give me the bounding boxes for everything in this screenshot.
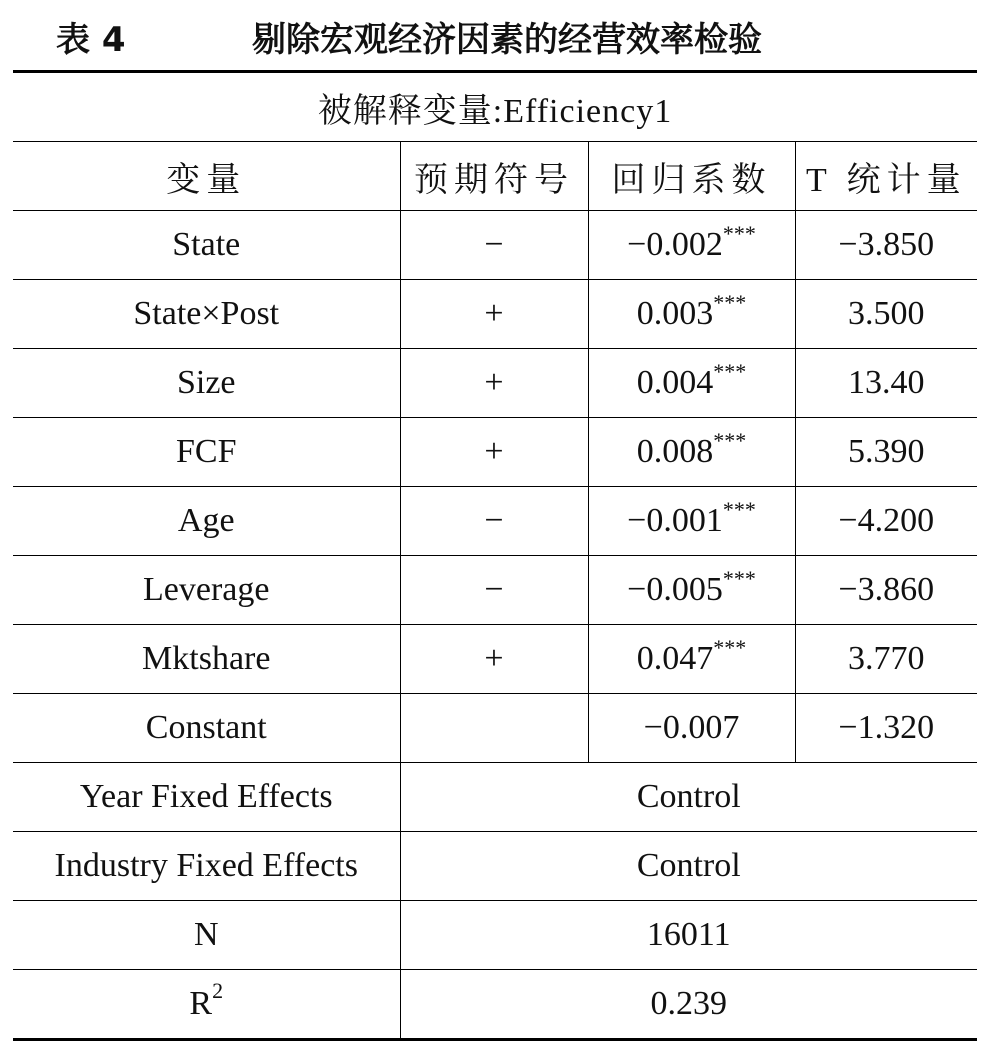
coefficient-value: 0.004: [636, 364, 714, 401]
coefficient-value: 0.008: [636, 433, 714, 470]
table-row: [13, 418, 977, 487]
significance-stars: ***: [722, 221, 756, 246]
significance-stars: ***: [713, 635, 747, 660]
coefficient-value: 0.003: [636, 295, 714, 332]
sign-cell: +: [400, 418, 588, 487]
coefficient-cell: [588, 211, 795, 280]
regression-table: [13, 70, 977, 1041]
t-statistic-cell: −1.320: [795, 694, 977, 763]
coefficient-value: −0.007: [643, 709, 740, 746]
summary-value: Control: [400, 763, 977, 832]
variable-cell: Age: [13, 487, 400, 556]
t-statistic-cell: −4.200: [795, 487, 977, 556]
coefficient-cell: [588, 556, 795, 625]
header-row: [13, 142, 977, 211]
variable-cell: FCF: [13, 418, 400, 487]
variable-cell: Leverage: [13, 556, 400, 625]
coefficient-value: −0.005: [627, 571, 723, 608]
variable-cell: Mktshare: [13, 625, 400, 694]
coefficient-cell: [588, 418, 795, 487]
coefficient-cell: [588, 349, 795, 418]
table-row: [13, 694, 977, 763]
variable-cell: State×Post: [13, 280, 400, 349]
summary-row: [13, 763, 977, 832]
significance-stars: ***: [713, 290, 747, 315]
coefficient-cell: [588, 694, 795, 763]
t-statistic-cell: 5.390: [795, 418, 977, 487]
table-caption: [40, 14, 980, 66]
summary-label: Year Fixed Effects: [13, 763, 400, 832]
header-variable: 变量: [13, 142, 400, 211]
sign-cell: −: [400, 211, 588, 280]
sign-cell: +: [400, 349, 588, 418]
table-row: [13, 211, 977, 280]
variable-cell: Size: [13, 349, 400, 418]
table-row: [13, 556, 977, 625]
coefficient-value: −0.001: [627, 502, 723, 539]
r-squared-row: [13, 970, 977, 1040]
summary-value: Control: [400, 832, 977, 901]
dependent-variable-row: [13, 72, 977, 142]
summary-value: 16011: [400, 901, 977, 970]
table-row: [13, 280, 977, 349]
t-statistic-cell: −3.850: [795, 211, 977, 280]
significance-stars: ***: [713, 359, 747, 384]
sign-cell: +: [400, 280, 588, 349]
header-coefficient: 回归系数: [588, 142, 795, 211]
r-squared-superscript: 2: [212, 978, 224, 1003]
t-statistic-cell: 3.770: [795, 625, 977, 694]
variable-cell: State: [13, 211, 400, 280]
coefficient-cell: [588, 280, 795, 349]
significance-stars: ***: [722, 497, 756, 522]
coefficient-cell: [588, 487, 795, 556]
significance-stars: ***: [713, 428, 747, 453]
t-statistic-cell: −3.860: [795, 556, 977, 625]
t-statistic-cell: 13.40: [795, 349, 977, 418]
summary-row: [13, 832, 977, 901]
sign-cell: −: [400, 487, 588, 556]
sign-cell: [400, 694, 588, 763]
table-row: [13, 349, 977, 418]
significance-stars: ***: [722, 566, 756, 591]
r-squared-value: 0.239: [400, 970, 977, 1040]
summary-label: Industry Fixed Effects: [13, 832, 400, 901]
table-number: 表 4: [56, 20, 126, 60]
sign-cell: +: [400, 625, 588, 694]
sign-cell: −: [400, 556, 588, 625]
table-row: [13, 487, 977, 556]
variable-cell: Constant: [13, 694, 400, 763]
table-row: [13, 625, 977, 694]
table-title: 剔除宏观经济因素的经营效率检验: [252, 20, 762, 60]
coefficient-value: 0.047: [636, 640, 714, 677]
header-expected-sign: 预期符号: [400, 142, 588, 211]
dependent-variable-label: 被解释变量:Efficiency1: [13, 72, 977, 142]
t-statistic-cell: 3.500: [795, 280, 977, 349]
coefficient-value: −0.002: [627, 226, 723, 263]
r-squared-label: [13, 970, 400, 1040]
coefficient-cell: [588, 625, 795, 694]
header-t-statistic: T 统计量: [795, 142, 977, 211]
summary-label: N: [13, 901, 400, 970]
r-squared-letter: R: [189, 985, 213, 1022]
summary-row: [13, 901, 977, 970]
